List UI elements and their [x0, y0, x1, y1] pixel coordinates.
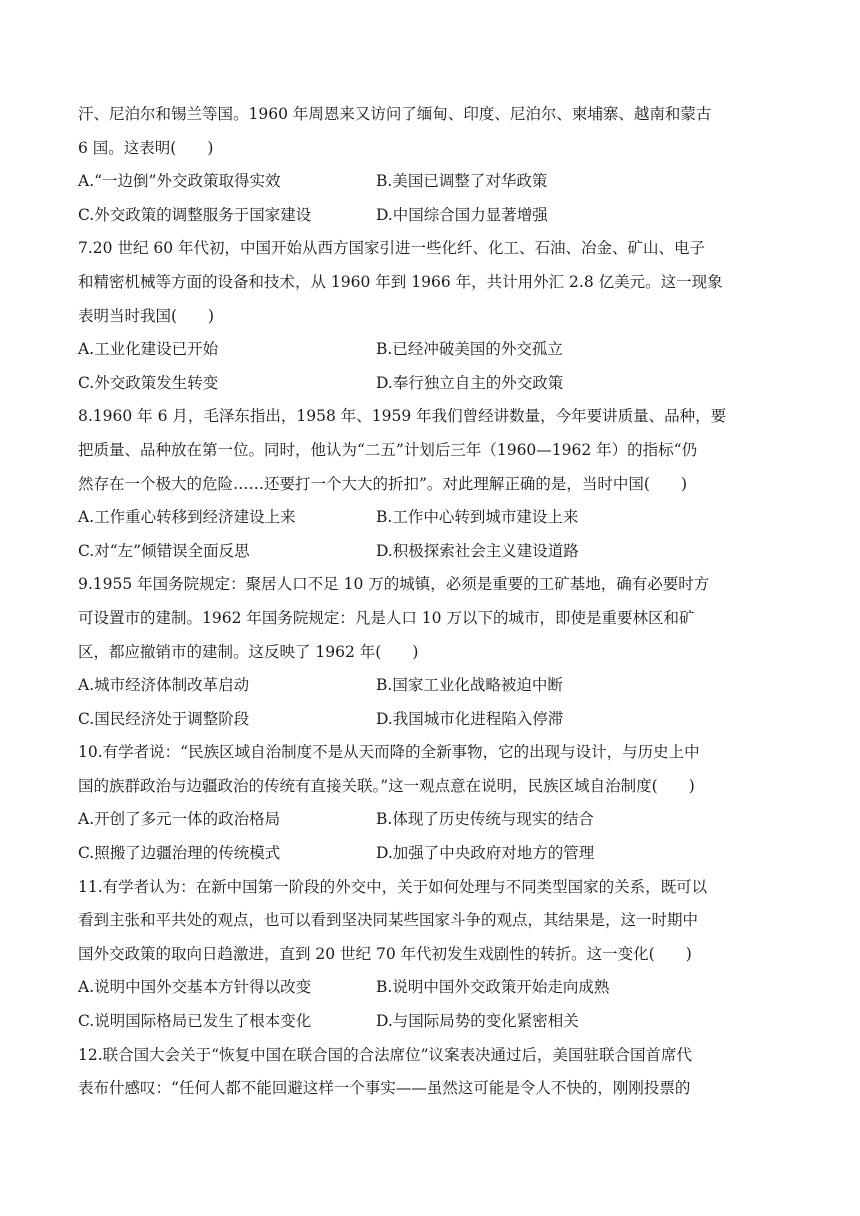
answer-options-row — [78, 703, 790, 737]
question-text-line: 然存在一个极大的危险……还要打一个大大的折扣”。对此理解正确的是，当时中国( ) — [78, 474, 688, 493]
question-text-line: 汗、尼泊尔和锡兰等国。1960 年周恩来又访问了缅甸、印度、尼泊尔、柬埔寨、越南和蒙古 — [78, 105, 712, 123]
answer-options-row — [78, 535, 790, 569]
answer-option-left: C.对“左”倾错误全面反思 — [78, 541, 250, 560]
answer-options-row — [78, 1005, 790, 1039]
answer-option-left: A.说明中国外交基本方针得以改变 — [78, 978, 312, 997]
answer-option-right: B.美国已调整了对华政策 — [376, 172, 548, 191]
answer-options-row — [78, 165, 790, 199]
question-text-line: 和精密机械等方面的设备和技术，从 1960 年到 1966 年，共计用外汇 2.8 亿美元。这一现象 — [78, 272, 723, 291]
answer-option-left: A.“一边倒”外交政策取得实效 — [78, 172, 281, 191]
answer-option-right: D.中国综合国力显著增强 — [376, 205, 548, 224]
answer-option-left: C.国民经济处于调整阶段 — [78, 709, 250, 728]
question-text-line: 12.联合国大会关于“恢复中国在联合国的合法席位”议案表决通过后，美国驻联合国首席代 — [78, 1045, 693, 1064]
answer-option-right: B.国家工业化战略被迫中断 — [376, 676, 563, 695]
answer-option-right: D.加强了中央政府对地方的管理 — [376, 844, 595, 863]
answer-option-right: D.积极探索社会主义建设道路 — [376, 541, 579, 560]
answer-options-row — [78, 199, 790, 233]
question-text-line: 把质量、品种放在第一位。同时，他认为“二五”计划后三年（1960—1962 年）的指标“仍 — [78, 440, 698, 459]
question-text-line: 9.1955 年国务院规定：聚居人口不足 10 万的城镇，必须是重要的工矿基地，确有必要时方 — [78, 575, 710, 594]
answer-options-row — [78, 501, 790, 535]
question-text-line: 10.有学者说：“民族区域自治制度不是从天而降的全新事物，它的出现与设计，与历史上中 — [78, 743, 700, 762]
answer-option-left: C.照搬了边疆治理的传统模式 — [78, 844, 281, 863]
answer-option-right: B.工作中心转到城市建设上来 — [376, 508, 579, 527]
answer-options-row — [78, 837, 790, 871]
question-text-line: 表明当时我国( ) — [78, 306, 215, 325]
answer-option-right: D.奉行独立自主的外交政策 — [376, 373, 564, 392]
question-text-line: 区，都应撤销市的建制。这反映了 1962 年( ) — [78, 642, 419, 661]
question-text-line: 国的族群政治与边疆政治的传统有直接关联。”这一观点意在说明，民族区域自治制度( ) — [78, 776, 695, 795]
answer-option-left: C.外交政策发生转变 — [78, 373, 219, 392]
question-text-line: 7.20 世纪 60 年代初，中国开始从西方国家引进一些化纤、化工、石油、冶金、矿山、电子 — [78, 239, 706, 258]
answer-options-row — [78, 333, 790, 367]
answer-option-left: A.工业化建设已开始 — [78, 340, 219, 359]
question-text-line: 看到主张和平共处的观点，也可以看到坚决同某些国家斗争的观点，其结果是，这一时期中 — [78, 911, 699, 930]
answer-option-left: A.开创了多元一体的政治格局 — [78, 810, 281, 829]
question-text-line: 表布什感叹：“任何人都不能回避这样一个事实——虽然这可能是令人不快的，刚刚投票的 — [78, 1079, 691, 1098]
exam-page — [78, 98, 790, 1106]
answer-option-right: B.说明中国外交政策开始走向成熟 — [376, 978, 610, 997]
question-text-line: 6 国。这表明( ) — [78, 138, 214, 157]
answer-option-left: A.工作重心转移到经济建设上来 — [78, 508, 296, 527]
answer-option-left: C.外交政策的调整服务于国家建设 — [78, 205, 312, 224]
answer-option-right: B.体现了历史传统与现实的结合 — [376, 810, 594, 829]
answer-option-right: D.与国际局势的变化紧密相关 — [376, 1012, 579, 1031]
answer-option-left: C.说明国际格局已发生了根本变化 — [78, 1012, 312, 1031]
question-text-line: 可设置市的建制。1962 年国务院规定：凡是人口 10 万以下的城市，即使是重要林区和矿 — [78, 608, 695, 627]
answer-option-right: D.我国城市化进程陷入停滞 — [376, 709, 564, 728]
answer-option-right: B.已经冲破美国的外交孤立 — [376, 340, 563, 359]
answer-options-row — [78, 669, 790, 703]
answer-options-row — [78, 367, 790, 401]
question-text-line: 国外交政策的取向日趋激进，直到 20 世纪 70 年代初发生戏剧性的转折。这一变化( ) — [78, 944, 692, 963]
answer-options-row — [78, 803, 790, 837]
question-text-line: 8.1960 年 6 月，毛泽东指出，1958 年、1959 年我们曾经讲数量，今年要讲质量、品种，要 — [78, 407, 727, 426]
answer-option-left: A.城市经济体制改革启动 — [78, 676, 250, 695]
question-text-line: 11.有学者认为：在新中国第一阶段的外交中，关于如何处理与不同类型国家的关系，既可以 — [78, 877, 708, 896]
answer-options-row — [78, 971, 790, 1005]
